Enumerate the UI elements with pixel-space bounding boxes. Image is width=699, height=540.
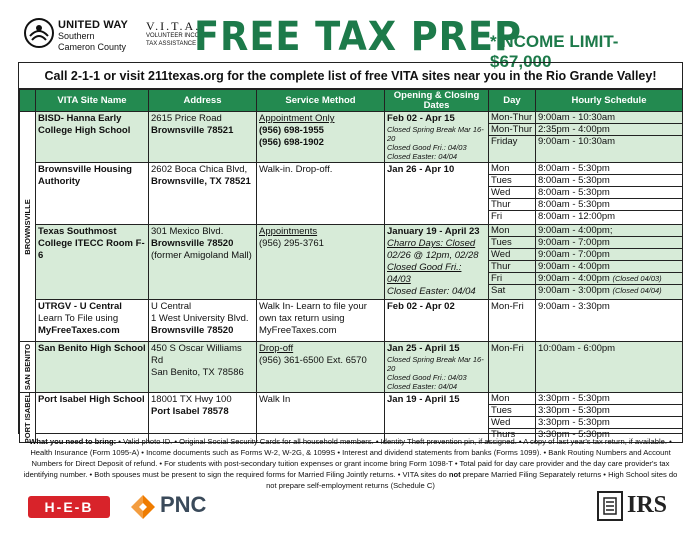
what-to-bring-not: not: [448, 470, 461, 479]
site-name: Texas Southmost College ITECC Room F-6: [36, 225, 149, 300]
day-entry: Fri: [489, 273, 535, 285]
vita-sites-table: [19, 89, 683, 443]
address-cell: [149, 112, 257, 163]
table-row: [20, 300, 683, 342]
day-cell: [489, 225, 536, 300]
service-line: Walk In: [259, 394, 291, 405]
table-row: [20, 112, 683, 163]
address-cell: [149, 300, 257, 342]
day-entry: Friday: [491, 136, 518, 147]
table-header-row: [20, 90, 683, 112]
dates-cell: [385, 300, 489, 342]
hours-entry: 2:35pm - 4:00pm: [536, 124, 682, 136]
address-line: U Central: [151, 301, 192, 312]
hours-entry: [536, 225, 682, 237]
hours-value: 9:00am - 7:00pm: [538, 249, 610, 260]
day-cell: [489, 163, 536, 225]
col-header-dates: Opening & Closing Dates: [385, 90, 489, 112]
date-note: Closed Good Fri.: 04/03: [387, 143, 467, 152]
day-cell: [489, 393, 536, 443]
org-sub-2: Cameron County: [58, 42, 127, 52]
hours-value: 9:00am - 4:00pm: [538, 273, 610, 284]
service-cell: [257, 112, 385, 163]
day-entry: Mon-Thur: [489, 124, 535, 136]
address-line: Port Isabel 78578: [151, 406, 229, 417]
service-line: Appointment Only: [259, 113, 335, 124]
what-to-bring: [18, 436, 683, 491]
hours-value: 9:00am - 7:00pm: [538, 237, 610, 248]
col-header-address: Address: [149, 90, 257, 112]
day-cell: [489, 112, 536, 163]
date-range: Feb 02 - Apr 15: [387, 113, 455, 124]
pnc-logo-icon: [128, 492, 158, 522]
service-line: Appointments: [259, 226, 318, 237]
date-note: Closed Good Fri.: 04/03: [387, 262, 462, 285]
city-cell-brownsville: [20, 112, 36, 342]
table-row: [20, 225, 683, 300]
address-line: San Benito, TX 78586: [151, 367, 244, 378]
date-note: 02/26 @ 12pm, 02/28: [387, 250, 479, 261]
org-sub-1: Southern: [58, 31, 95, 41]
address-line: 18001 TX Hwy 100: [151, 394, 232, 405]
day-entry: Thur: [489, 199, 535, 211]
day-entry: Wed: [489, 187, 535, 199]
date-range: Jan 25 - April 15: [387, 343, 460, 354]
phone-link[interactable]: (956) 698-1902: [259, 137, 324, 148]
day-cell: Mon-Fri: [489, 342, 536, 393]
vita-sub-1: VOLUNTEER INCOME: [146, 33, 209, 39]
address-line: (former Amigoland Mall): [151, 250, 252, 261]
vita-sub-2: TAX ASSISTANCE: [146, 41, 197, 47]
day-entry: Thur: [489, 261, 535, 273]
site-link[interactable]: MyFreeTaxes.com: [38, 325, 120, 336]
site-name: San Benito High School: [36, 342, 149, 393]
service-cell: [257, 225, 385, 300]
service-line: Walk In- Learn to file your own tax return using MyFreeTaxes.com: [259, 301, 367, 336]
day-entry: Mon: [489, 393, 535, 405]
phone-link[interactable]: (956) 698-1955: [259, 125, 324, 136]
city-cell-san-benito: [20, 342, 36, 393]
city-label: BROWNSVILLE: [22, 198, 32, 255]
what-to-bring-lead: What you need to bring:: [29, 437, 117, 446]
page-title: FREE TAX PREP: [194, 14, 522, 60]
site-name: UTRGV - U Central: [38, 301, 122, 312]
day-entry: Mon-Thur: [489, 112, 535, 124]
address-line: 2602 Boca Chica Blvd,: [151, 164, 248, 175]
heb-logo: H-E-B: [28, 496, 110, 518]
date-range: Feb 02 - Apr 02: [387, 301, 455, 312]
dates-cell: [385, 225, 489, 300]
hours-entry: 9:00am - 10:30am: [536, 112, 682, 124]
address-line: Brownsville, TX 78521: [151, 176, 251, 187]
phone-link[interactable]: (956) 361-6500 Ext. 6570: [259, 355, 367, 366]
service-line: Walk-in. Drop-off.: [259, 164, 333, 175]
col-header-hours: Hourly Schedule: [536, 90, 683, 112]
hours-cell: [536, 163, 683, 225]
day-entry: Sat: [491, 285, 506, 296]
hours-cell: 9:00am - 3:30pm: [536, 300, 683, 342]
dates-cell: [385, 163, 489, 225]
day-entry: Tues: [489, 175, 535, 187]
date-range: Jan 26 - Apr 10: [387, 164, 455, 175]
hours-entry: [536, 237, 682, 249]
site-name: Brownsville Housing Authority: [36, 163, 149, 225]
address-line: 2615 Price Road: [151, 113, 222, 124]
service-cell: [257, 393, 385, 443]
irs-logo-text: IRS: [627, 492, 668, 518]
org-name: UNITED WAY: [58, 19, 129, 31]
date-note: Charro Days: Closed: [387, 238, 476, 249]
hours-entry: 3:30pm - 5:30pm: [536, 405, 682, 417]
site-name: Port Isabel High School: [36, 393, 149, 443]
income-limit: *INCOME LIMIT- $67,000: [490, 32, 619, 71]
hours-cell: 10:00am - 6:00pm: [536, 342, 683, 393]
irs-eagle-icon: [596, 490, 624, 522]
hours-value: 9:00am - 3:00pm: [538, 285, 610, 296]
city-cell-port-isabel: [20, 393, 36, 443]
pnc-logo-text: PNC: [160, 492, 207, 517]
hours-cell: [536, 225, 683, 300]
footer-sponsors: [0, 484, 699, 530]
address-cell: [149, 342, 257, 393]
hours-entry: 8:00am - 5:30pm: [536, 175, 682, 187]
table-row: [20, 342, 683, 393]
hours-entry: [536, 273, 682, 285]
date-range: January 19 - April 23: [387, 226, 480, 237]
hours-entry: 8:00am - 12:00pm: [538, 211, 616, 222]
phone-link[interactable]: (956) 295-3761: [259, 238, 324, 249]
address-cell: [149, 393, 257, 443]
date-note: Closed Easter: 04/04: [387, 152, 458, 161]
united-way-logo-icon: [24, 18, 54, 48]
dates-cell: [385, 393, 489, 443]
address-line: 450 S Oscar Williams Rd: [151, 343, 242, 366]
city-label: SAN BENITO: [22, 343, 32, 391]
hours-entry: [536, 285, 682, 297]
address-line: 301 Mexico Blvd.: [151, 226, 224, 237]
site-name-cell: [36, 300, 149, 342]
table-row: [20, 163, 683, 225]
hours-value: 9:00am - 4:00pm: [538, 261, 610, 272]
col-header-day: Day: [489, 90, 536, 112]
table-row: [20, 393, 683, 443]
hours-entry: [536, 261, 682, 273]
hours-entry: 3:30pm - 5:30pm: [536, 417, 682, 429]
hours-entry: 9:00am - 10:30am: [538, 136, 616, 147]
address-cell: [149, 163, 257, 225]
hours-cell: [536, 112, 683, 163]
col-header-site: VITA Site Name: [36, 90, 149, 112]
service-cell: [257, 342, 385, 393]
site-name-line: Learn To File using: [38, 313, 119, 324]
address-line: Brownsville 78521: [151, 125, 234, 136]
address-cell: [149, 225, 257, 300]
service-line: Drop-off: [259, 343, 294, 354]
hours-note: (Closed 04/04): [612, 286, 662, 295]
day-entry: Tues: [489, 237, 535, 249]
day-entry: Fri: [491, 211, 503, 222]
day-entry: Wed: [489, 249, 535, 261]
address-line: 1 West University Blvd.: [151, 313, 249, 324]
corner-cell: [20, 90, 36, 112]
service-cell: [257, 163, 385, 225]
address-line: Brownsville 78520: [151, 325, 234, 336]
date-note: Closed Easter: 04/04: [387, 286, 476, 297]
day-entry: Thurs: [491, 429, 516, 440]
site-name: BISD- Hanna Early College High School: [36, 112, 149, 163]
city-label: PORT ISABEL: [22, 392, 32, 443]
hours-entry: 3:30pm - 5:30pm: [538, 429, 610, 440]
day-entry: Wed: [489, 417, 535, 429]
what-to-bring-text: • Valid photo ID. • Original Social Security Cards for all household members. • Identity Theft prevention pin, if assigned. • A copy of last year's tax return, if available. • Health Insurance (Form 1095-A) • Income documents such as Forms W-2, W-2G, & 1099S • Interest and dividend statements from banks (Forms 1099). • Bank Routing Numbers and Account Numbers for Direct Deposit of refund. • For students with post-secondary tuition expenses or grant income bring Form 1098-T • Total paid for day care provider and the day care provider's tax identifying number. • Both spouses must be present to sign the required forms for Married Filing Jointly returns. • VITA sites do: [23, 437, 672, 479]
dates-cell: [385, 342, 489, 393]
hours-entry: 3:30pm - 5:30pm: [536, 393, 682, 405]
day-entry: Mon: [489, 225, 535, 237]
dates-cell: [385, 112, 489, 163]
vita-title: V.I.T.A.: [146, 19, 201, 33]
service-cell: [257, 300, 385, 342]
col-header-service: Service Method: [257, 90, 385, 112]
call-line: Call 2-1-1 or visit 211texas.org for the complete list of free VITA sites near you in the Rio Grande Valley!: [19, 63, 682, 89]
day-cell: Mon-Fri: [489, 300, 536, 342]
date-note: Closed Spring Break Mar 16-20: [387, 125, 484, 143]
date-note: Closed Spring Break Mar 16-20: [387, 355, 484, 373]
address-line: Brownsville 78520: [151, 238, 234, 249]
hours-entry: 8:00am - 5:30pm: [536, 163, 682, 175]
what-to-bring-tail: prepare Married Filing Separately returns • High School sites do not prepare self-employment returns (Schedule C): [266, 470, 678, 490]
hours-value: 9:00am - 4:00pm;: [538, 225, 613, 236]
day-entry: Tues: [489, 405, 535, 417]
hours-entry: [536, 249, 682, 261]
header: [18, 8, 683, 71]
hours-note: (Closed 04/03): [612, 274, 662, 283]
org-name-block: [58, 20, 128, 53]
date-note: Closed Easter: 04/04: [387, 382, 458, 391]
date-range: Jan 19 - April 15: [387, 394, 460, 405]
day-entry: Mon: [489, 163, 535, 175]
hours-entry: 8:00am - 5:30pm: [536, 187, 682, 199]
date-note: Closed Good Fri.: 04/03: [387, 373, 467, 382]
hours-entry: 8:00am - 5:30pm: [536, 199, 682, 211]
hours-cell: [536, 393, 683, 443]
